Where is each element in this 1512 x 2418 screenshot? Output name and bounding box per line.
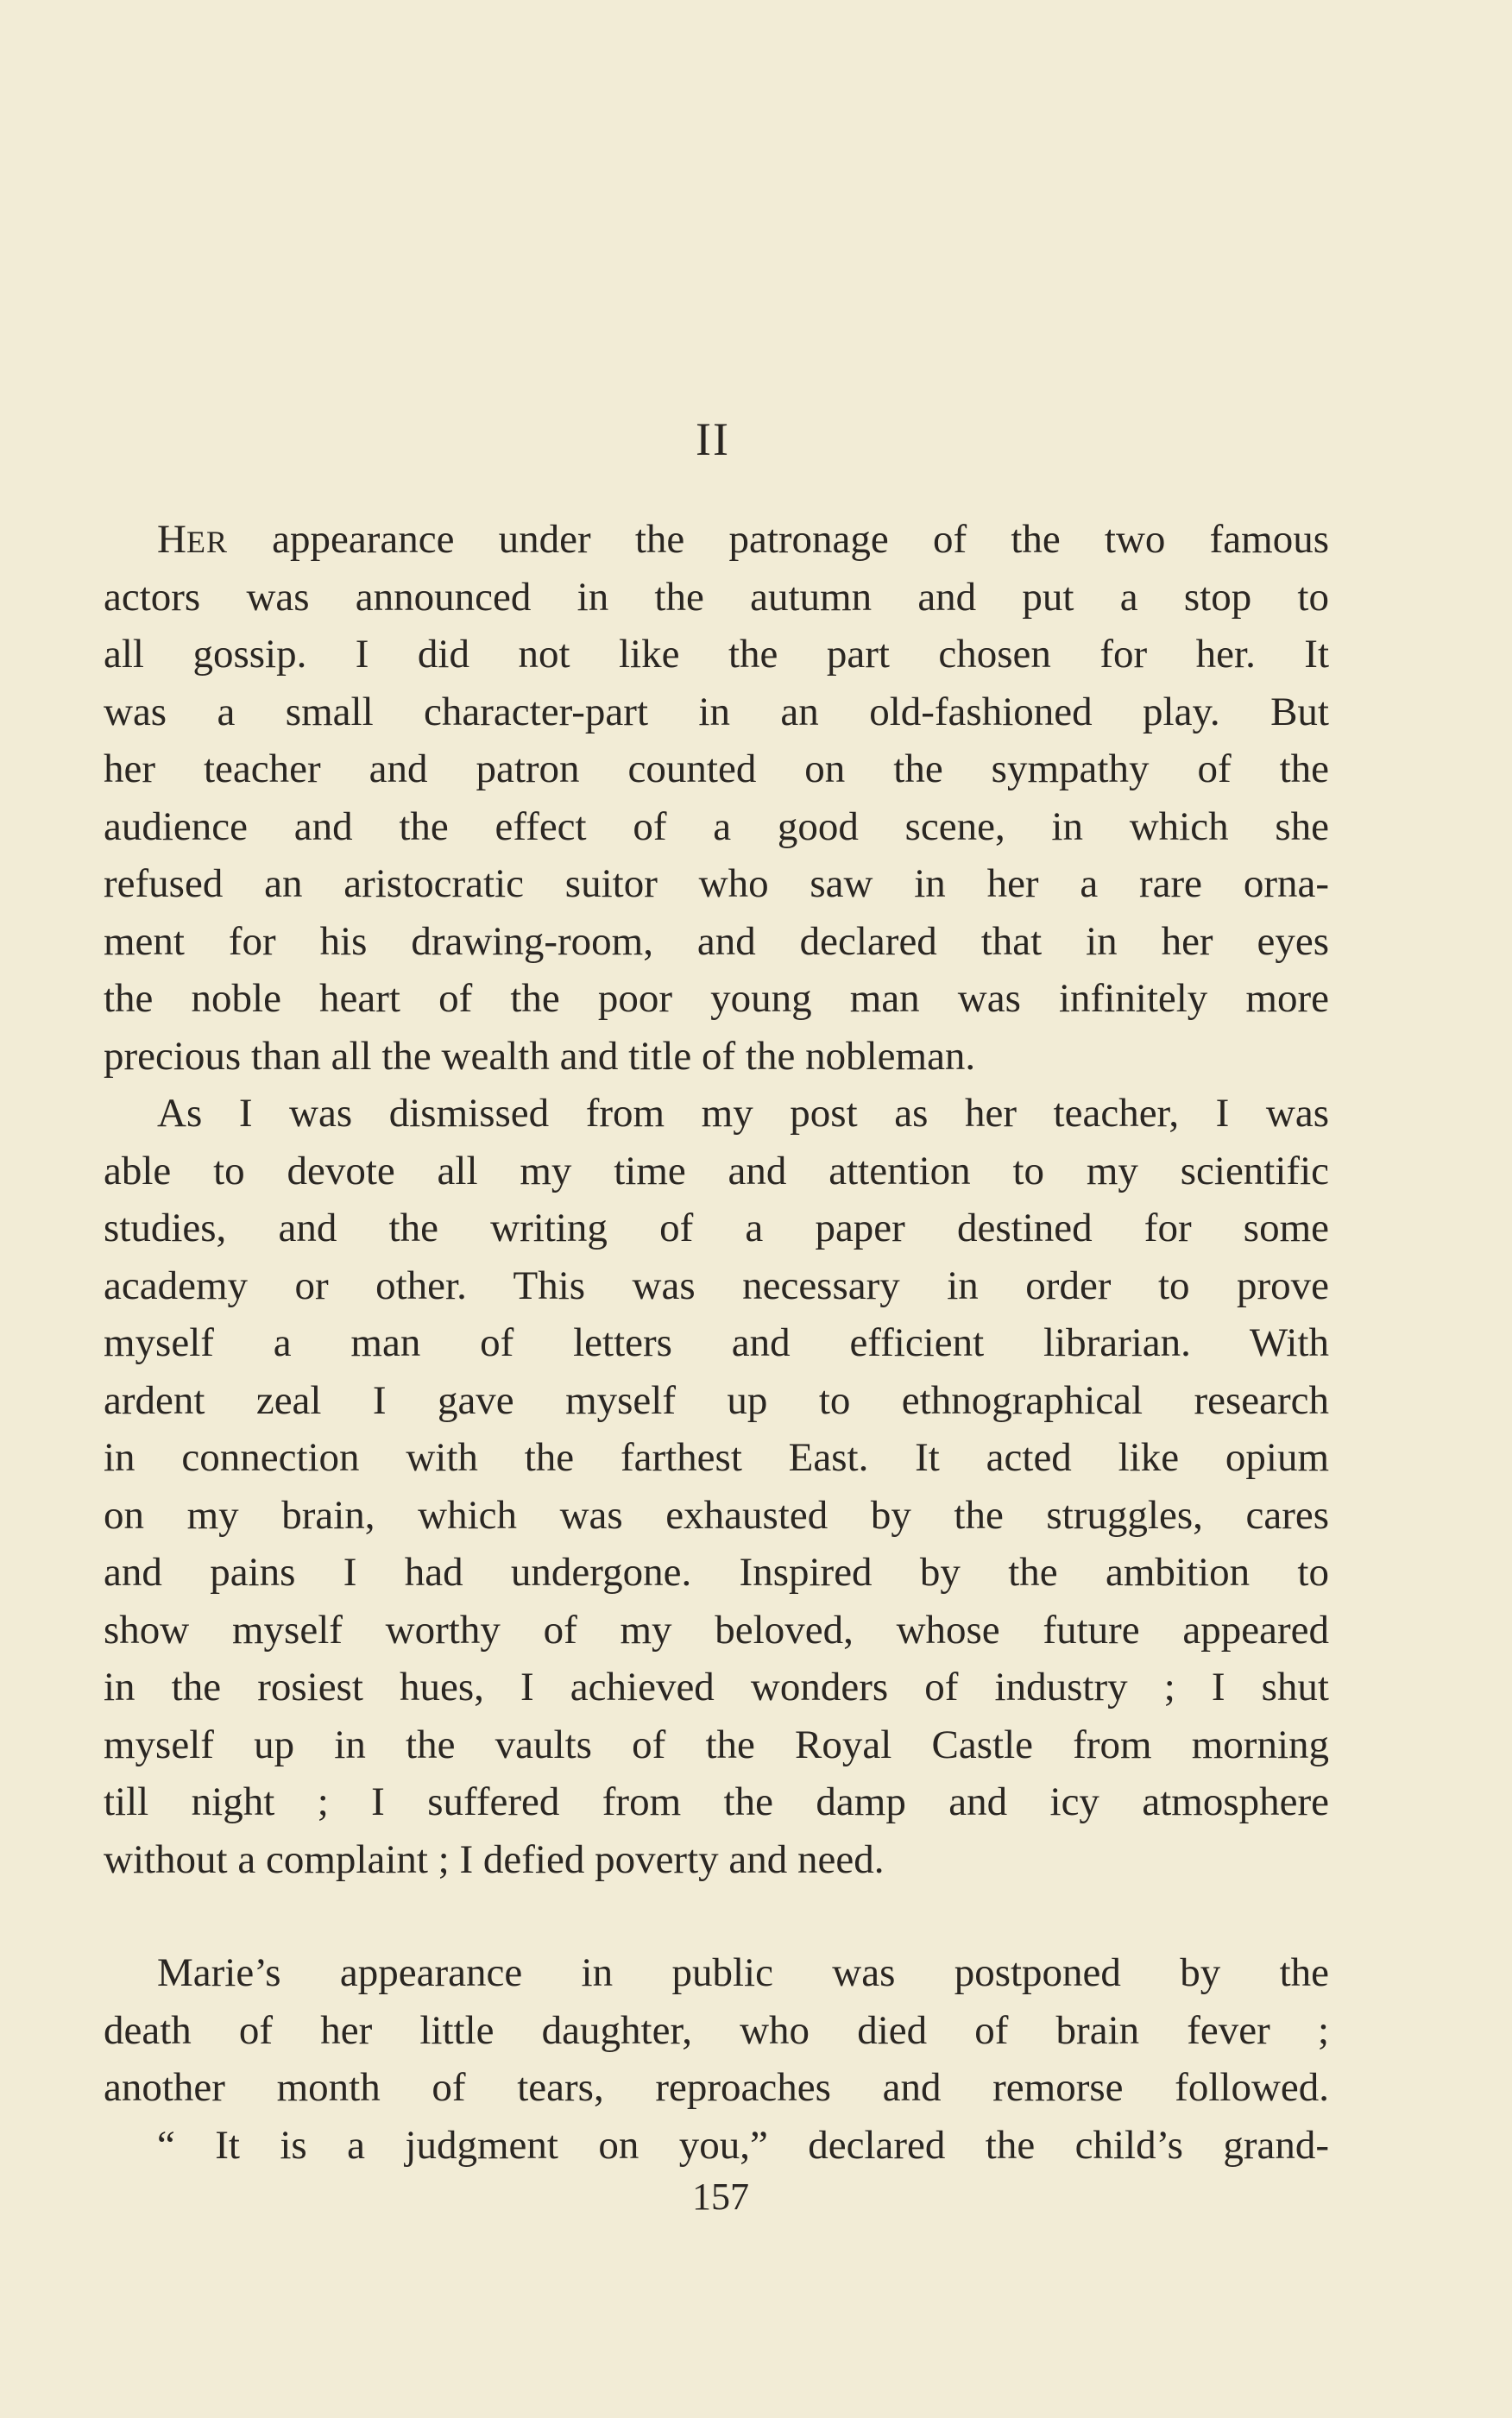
text-line: studies, and the writing of a paper destined for some [104,1206,1329,1250]
text-line: audience and the effect of a good scene, in which she [104,803,1329,849]
text-line: academy or other. This was necessary in order to prove [104,1263,1329,1308]
text-line: all gossip. I did not like the part chosen for her. It [104,632,1329,677]
text-line: As I was dismissed from my post as her teacher, I was [157,1091,1329,1136]
text-line: her teacher and patron counted on the sympathy of the [104,746,1329,791]
text-line: on my brain, which was exhausted by the struggles, cares [104,1492,1329,1538]
text-line: refused an aristocratic suitor who saw in her a rare orna- [104,861,1329,906]
text-line: till night ; I suffered from the damp and icy atmosphere [104,1779,1329,1824]
page-number: 157 [692,2176,749,2218]
body-text-upper [104,511,1329,1888]
text-line: ardent zeal I gave myself up to ethnographical research [104,1377,1329,1423]
text-line: another month of tears, reproaches and remorse followed. [104,2065,1329,2110]
text-line: myself up in the vaults of the Royal Castle from morning [104,1722,1329,1767]
text-line: able to devote all my time and attention to my scientific [104,1148,1329,1193]
text-line: and pains I had undergone. Inspired by the ambition to [104,1550,1329,1595]
lead-initial: H [157,517,186,562]
text-line: Marie’s appearance in public was postponed by the [157,1950,1329,1995]
body-text-lower [104,1944,1329,2174]
first-line-rest: appearance under the patronage of the two famous [227,517,1329,562]
text-line: in connection with the farthest East. It acted like opium [104,1435,1329,1480]
paragraph-one-first-line [104,511,1329,569]
lead-smallcaps: ER [186,525,228,559]
text-line: show myself worthy of my beloved, whose future appeared [104,1607,1329,1653]
text-line: actors was announced in the autumn and put a stop to [104,574,1329,620]
text-line: in the rosiest hues, I achieved wonders of industry ; I shut [104,1665,1329,1710]
text-line: “ It is a judgment on you,” declared the child’s grand- [157,2122,1329,2168]
text-line: death of her little daughter, who died of brain fever ; [104,2007,1329,2053]
text-line: ment for his drawing-room, and declared that in her eyes [104,918,1329,964]
chapter-heading: II [696,413,730,465]
text-line: precious than all the wealth and title of the nobleman. [104,1033,976,1079]
text-line: was a small character-part in an old-fashioned play. But [104,689,1329,734]
text-line: the noble heart of the poor young man was infinitely more [104,976,1329,1021]
text-line: myself a man of letters and efficient librarian. With [104,1320,1329,1365]
text-line: without a complaint ; I defied poverty and need. [104,1836,885,1882]
